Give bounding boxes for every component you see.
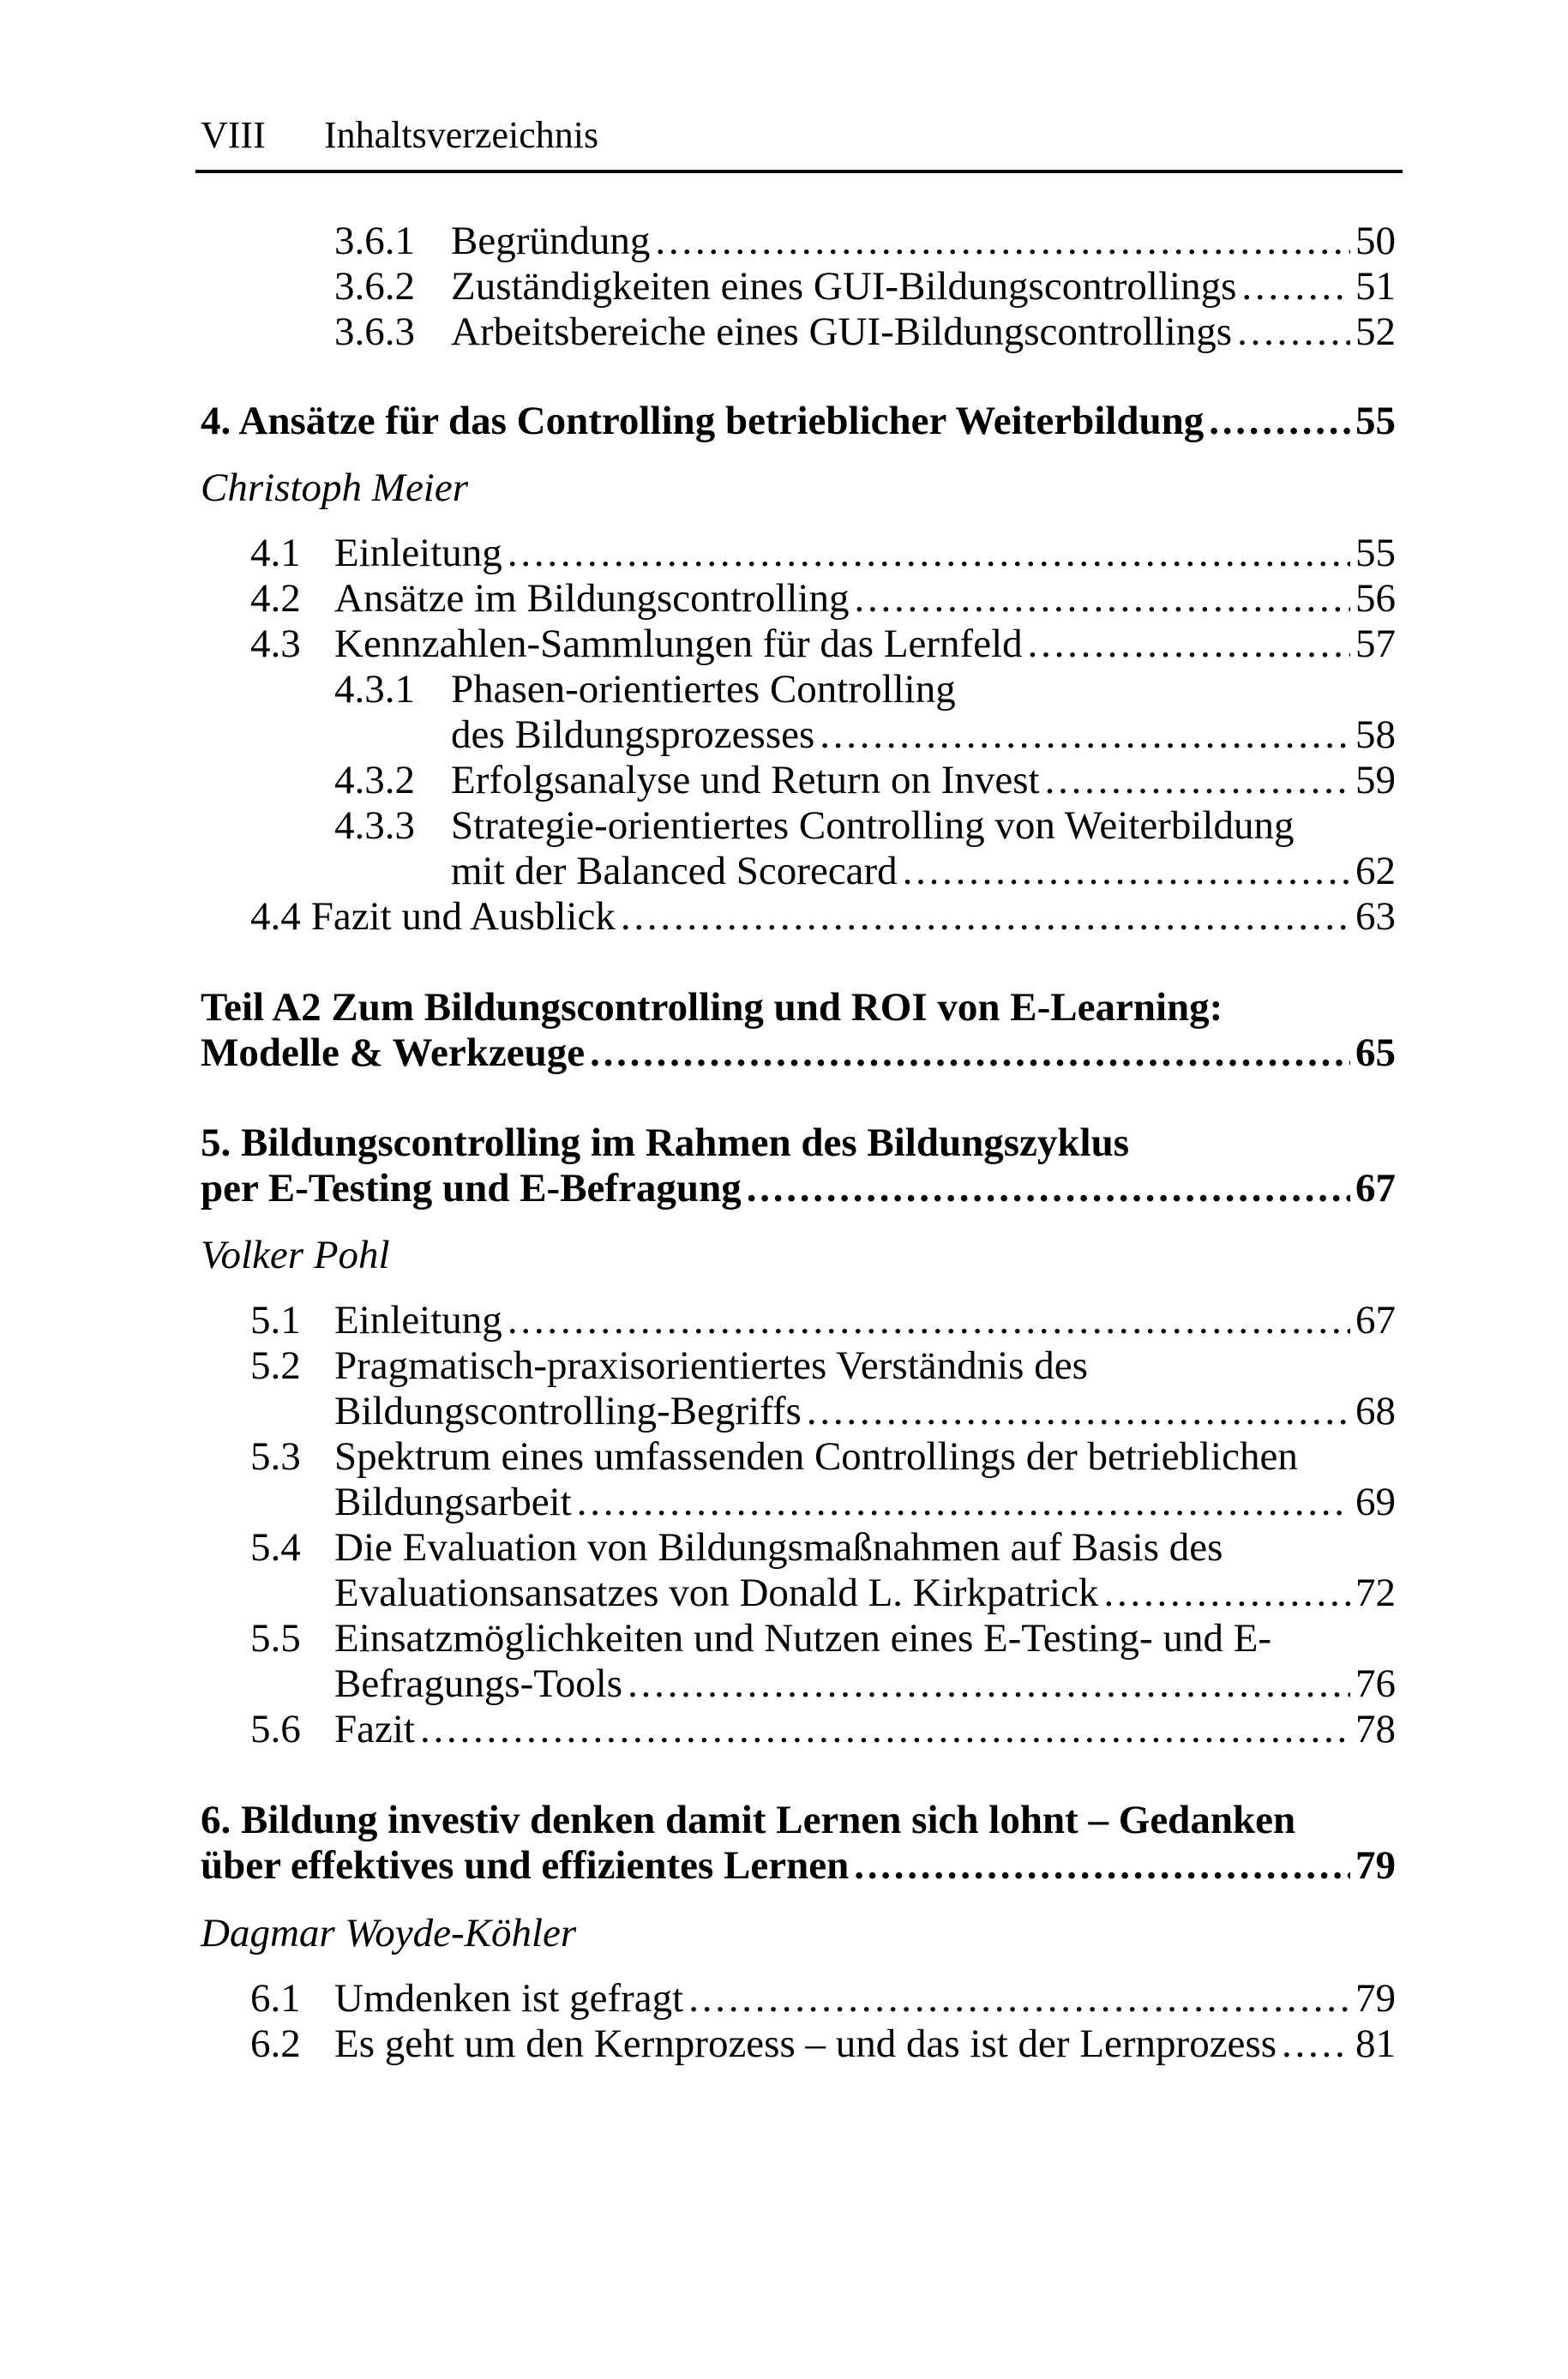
entry-page: 68 [1355,1389,1396,1433]
entry-page: 79 [1355,1976,1396,2021]
entry-title: Einleitung [334,531,502,575]
dot-leader [508,1298,1350,1343]
chapter-title-line1: 5. Bildungscontrolling im Rahmen des Bildungszyklus [201,1120,1130,1165]
entry-number: 6.1 [250,1976,301,2021]
dot-leader [420,1707,1350,1752]
dot-leader [1282,2022,1350,2067]
dot-leader [688,1976,1350,2022]
entry-title-line2: Befragungs-Tools [334,1661,623,1706]
entry-title: Umdenken ist gefragt [334,1976,684,2021]
entry-title: Kennzahlen-Sammlungen für das Lernfeld [334,622,1023,666]
entry-page: 56 [1355,576,1396,621]
dot-leader [655,219,1350,264]
entry-title-line2: mit der Balanced Scorecard [451,849,898,893]
chapter-title-line1: 6. Bildung investiv denken damit Lernen sich lohnt – Gedanken [201,1798,1296,1842]
dot-leader [855,576,1351,622]
entry-title-line2: Bildungscontrolling-Begriffs [334,1389,802,1433]
entry-number: 3.6.1 [334,219,415,263]
entry-page: 67 [1355,1298,1396,1343]
entry-title-line [334,2022,1396,2067]
entry-title-line [334,576,1396,622]
entry-title-line [334,1661,1396,1707]
entry-page: 79 [1355,1843,1396,1888]
entry-title-line [334,1571,1396,1616]
entry-title: Zuständigkeiten eines GUI-Bildungscontrollings [451,264,1237,309]
dot-leader [1241,264,1350,309]
entry-page: 50 [1355,219,1396,263]
entry-title-line1: Einsatzmöglichkeiten und Nutzen eines E-Testing- und E- [334,1616,1272,1661]
entry-title-line [201,1166,1396,1211]
entry-number: 5.6 [250,1707,301,1751]
entry-title-line [334,1389,1396,1434]
dot-leader [1237,309,1350,355]
entry-page: 51 [1355,264,1396,309]
entry-title-line1: Spektrum eines umfassenden Controllings der betrieblichen [334,1434,1298,1479]
entry-number: 4.4 [250,894,301,939]
entry-page: 63 [1355,894,1396,939]
entry-title-line [201,1843,1396,1889]
entry-title-line1: Strategie-orientiertes Controlling von Weiterbildung [451,803,1295,848]
entry-title-line2: Evaluationsansatzes von Donald L. Kirkpatrick [334,1571,1099,1615]
entry-number: 6.2 [250,2022,301,2066]
entry-title-line1: Pragmatisch-praxisorientiertes Verständnis des [334,1343,1088,1388]
entry-number: 5.2 [250,1343,301,1388]
entry-title: Fazit [334,1707,415,1751]
entry-title-line1: Die Evaluation von Bildungsmaßnahmen auf Basis des [334,1525,1223,1570]
entry-title: Arbeitsbereiche eines GUI-Bildungscontrollings [451,309,1233,354]
entry-page: 76 [1355,1661,1396,1706]
entry-title: Ansätze im Bildungscontrolling [334,576,850,621]
entry-title-line [451,264,1396,309]
entry-page: 72 [1355,1571,1396,1615]
entry-number: 4.3 [250,622,301,666]
dot-leader [577,1480,1350,1525]
entry-number: 4.3.2 [334,758,415,802]
entry-number: 3.6.3 [334,309,415,354]
entry-title-line [201,399,1396,444]
entry-page: 78 [1355,1707,1396,1751]
entry-page: 55 [1355,399,1396,443]
dot-leader [628,1661,1350,1707]
entry-number: 5.3 [250,1434,301,1479]
entry-title: Fazit und Ausblick [310,894,616,939]
entry-number: 3.6.2 [334,264,415,309]
header-rule [195,170,1403,173]
entry-title: Einleitung [334,1298,502,1343]
entry-page: 62 [1355,849,1396,893]
entry-title: Erfolgsanalyse und Return on Invest [451,758,1040,802]
part-title-line2: Modelle & Werkzeuge [201,1030,586,1075]
entry-number: 4.3.3 [334,803,415,848]
entry-title-line [201,1030,1396,1076]
dot-leader [1045,758,1350,803]
dot-leader [820,712,1350,758]
dot-leader [621,894,1350,940]
entry-title-line [334,531,1396,576]
entry-title-line [451,309,1396,355]
entry-number: 5.4 [250,1525,301,1570]
entry-page: 67 [1355,1166,1396,1211]
entry-title-line [451,219,1396,264]
entry-page: 52 [1355,309,1396,354]
entry-title-line [334,1707,1396,1752]
chapter-title-line2: per E-Testing und E-Befragung [201,1166,742,1211]
entry-page: 55 [1355,531,1396,575]
dot-leader [747,1166,1350,1211]
chapter-title-line2: über effektives und effizientes Lernen [201,1843,850,1888]
entry-title-line [451,758,1396,803]
entry-page: 81 [1355,2022,1396,2066]
chapter-author: Volker Pohl [201,1233,390,1277]
dot-leader [854,1843,1350,1889]
entry-number: 4.2 [250,576,301,621]
entry-number: 5.5 [250,1616,301,1661]
entry-page: 57 [1355,622,1396,666]
running-header [201,111,1401,159]
chapter-author: Christoph Meier [201,466,469,510]
dot-leader [807,1389,1350,1434]
dot-leader [590,1030,1350,1076]
entry-title: Begründung [451,219,651,263]
entry-title-line [334,1480,1396,1525]
page-number: VIII [201,114,266,156]
entry-number: 4.3.1 [334,667,415,712]
entry-number: 5.1 [250,1298,301,1343]
entry-number: 4.1 [250,531,301,575]
entry-title-line [451,849,1396,894]
entry-title-line [250,894,1396,940]
chapter-title: 4. Ansätze für das Controlling betrieblicher Weiterbildung [201,399,1205,443]
dot-leader [1209,399,1350,444]
entry-page: 69 [1355,1480,1396,1524]
entry-title-line [334,1976,1396,2022]
entry-page: 59 [1355,758,1396,802]
entry-page: 58 [1355,712,1396,757]
entry-title-line [451,712,1396,758]
entry-page: 65 [1355,1030,1396,1075]
entry-title-line1: Phasen-orientiertes Controlling [451,667,956,712]
running-title: Inhaltsverzeichnis [324,114,599,156]
entry-title-line [334,622,1396,667]
entry-title-line2: des Bildungsprozesses [451,712,815,757]
dot-leader [1028,622,1350,667]
entry-title-line2: Bildungsarbeit [334,1480,572,1524]
entry-title-line [334,1298,1396,1343]
dot-leader [508,531,1350,576]
dot-leader [1103,1571,1350,1616]
dot-leader [903,849,1350,894]
entry-title: Es geht um den Kernprozess – und das ist der Lernprozess [334,2022,1277,2066]
chapter-author: Dagmar Woyde-Köhler [201,1911,577,1955]
part-title-line1: Teil A2 Zum Bildungscontrolling und ROI von E-Learning: [201,985,1223,1030]
